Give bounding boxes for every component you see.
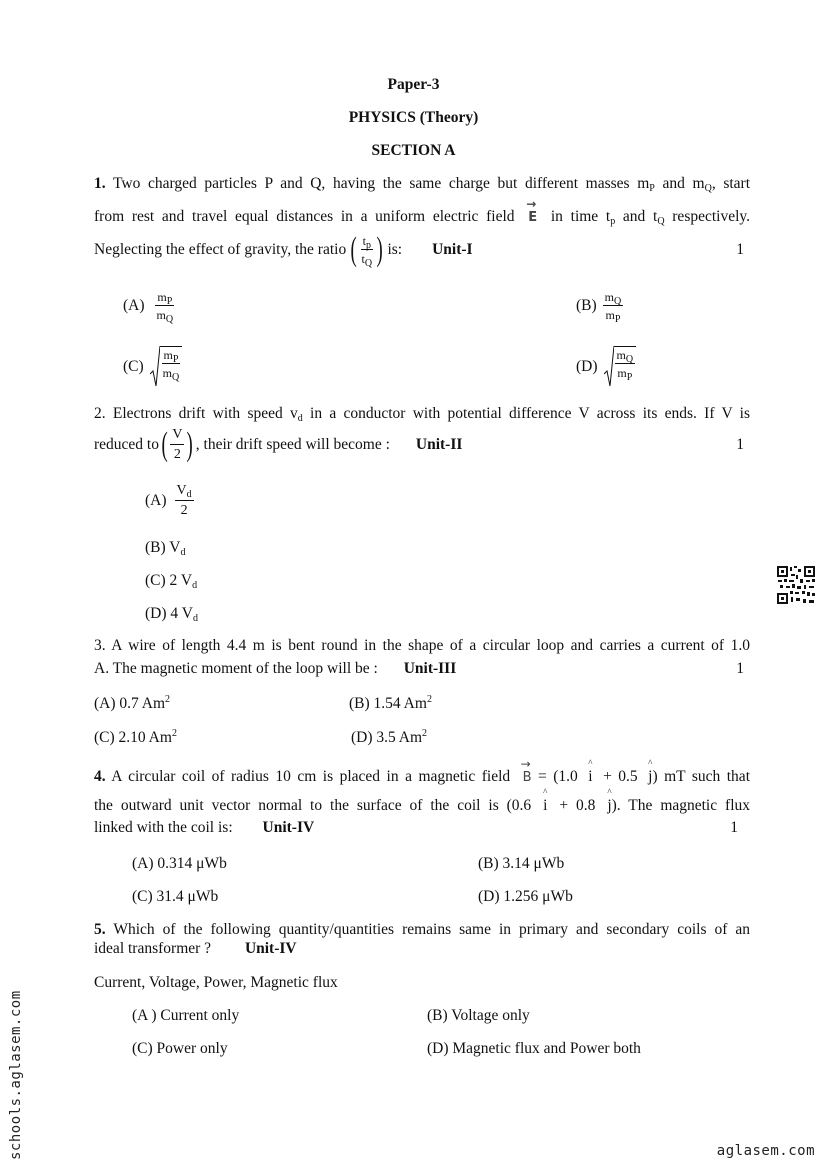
q2-option-b: (B) $V_d$ [145, 539, 186, 558]
q1-option-d: (D) $\frac{m_Q}{m_P}$ [576, 346, 636, 388]
ratio-fraction: $\frac{t_p}{t_Q}$ [361, 234, 373, 269]
vector-b-symbol: → B [520, 757, 532, 785]
q4-option-b: (B) 3.14 μWb [478, 855, 565, 872]
marks: 1 [736, 436, 744, 453]
q5-line-3: Current, Voltage, Power, Magnetic flux [94, 974, 338, 991]
section-title: SECTION A [371, 142, 456, 159]
unit-label: Unit-IV [262, 819, 315, 836]
q2-option-a: (A) $\frac{V_d}{2}$ [145, 483, 192, 518]
q5-option-b: (B) Voltage only [427, 1007, 530, 1024]
q1-line-3: Neglecting the effect of gravity, the ratio ( $\frac{t_p}{t_Q}$ ) is: Unit-I 1 [94, 231, 744, 269]
q2-option-c: (C) 2 $V_d$ [145, 572, 198, 591]
q4-option-d: (D) 1.256 μWb [478, 888, 573, 905]
q5-option-a: (A ) Current only [132, 1007, 240, 1024]
paper-number: Paper-3 [387, 76, 440, 93]
square-root-symbol: $\frac{m_P}{m_Q}$ [150, 346, 183, 388]
q2-option-d: (D) 4 $V_d$ [145, 605, 198, 624]
q5-option-c: (C) Power only [132, 1040, 228, 1057]
square-root-symbol: $\frac{m_Q}{m_P}$ [604, 346, 637, 388]
q5-option-d: (D) Magnetic flux and Power both [427, 1040, 641, 1057]
q5-line-2: ideal transformer ? Unit-IV [94, 940, 297, 957]
q4-option-a: (A) 0.314 μWb [132, 855, 227, 872]
marks: 1 [736, 660, 744, 677]
unit-label: Unit-III [403, 660, 457, 677]
q1-option-c: (C) $\frac{m_P}{m_Q}$ [123, 346, 182, 388]
unit-label: Unit-I [432, 241, 473, 258]
watermark-left: schools.aglasem.com [8, 990, 24, 1160]
unit-vector-j-symbol: ^ j [607, 787, 612, 814]
q4-line-1: 4. A circular coil of radius 10 cm is placed in a magnetic field → B = (1.0 ^ i + 0.5 ^ j) mT such that [94, 757, 750, 785]
unit-label: Unit-II [415, 436, 463, 453]
unit-label: Unit-IV [244, 940, 297, 957]
q4-line-2: the outward unit vector normal to the surface of the coil is (0.6 ^ i + 0.8 ^ j). The magnetic flux [94, 787, 751, 814]
q1-option-a: (A) $\frac{m_P}{m_Q}$ [123, 290, 174, 325]
unit-vector-i-symbol: ^ i [588, 758, 593, 785]
q3-line-2: A. The magnetic moment of the loop will be : Unit-III 1 [94, 660, 744, 677]
unit-vector-i-symbol: ^ i [543, 787, 548, 814]
watermark-right: aglasem.com [716, 1143, 815, 1159]
subject-title: PHYSICS (Theory) [348, 109, 479, 126]
q3-option-b: (B) 1.54 Am$^2$ [349, 694, 432, 712]
q3-option-c: (C) 2.10 Am$^2$ [94, 728, 177, 746]
q4-line-3: linked with the coil is: Unit-IV 1 [94, 819, 738, 836]
q3-option-d: (D) 3.5 Am$^2$ [351, 728, 428, 746]
q5-line-1: 5. Which of the following quantity/quantities remains same in primary and secondary coils of an [94, 921, 750, 938]
q3-line-1: 3. A wire of length 4.4 m is bent round in the shape of a circular loop and carries a current of 1.0 [94, 637, 750, 654]
unit-vector-j-symbol: ^ j [648, 758, 653, 785]
q2-line-1: 2. Electrons drift with speed $v_d$ in a conductor with potential difference V across its ends. If V is [94, 405, 750, 424]
q2-line-2: reduced to ( $\frac{V}{2}$ ) , their drift speed will become : Unit-II 1 [94, 426, 744, 463]
q1-line-1: 1. Two charged particles P and Q, having the same charge but different masses $m_P$ and $m_Q$, start [94, 175, 751, 194]
q4-option-c: (C) 31.4 μWb [132, 888, 219, 905]
qr-code-icon [776, 565, 816, 605]
marks: 1 [730, 819, 738, 836]
q1-line-2: from rest and travel equal distances in a uniform electric field → E in time $t_p$ and $t_Q$ respectively. [94, 197, 751, 227]
vector-e-symbol: → E [526, 197, 538, 225]
q3-option-a: (A) 0.7 Am$^2$ [94, 694, 171, 712]
q1-option-b: (B) $\frac{m_Q}{m_P}$ [576, 290, 622, 325]
marks: 1 [736, 241, 744, 258]
